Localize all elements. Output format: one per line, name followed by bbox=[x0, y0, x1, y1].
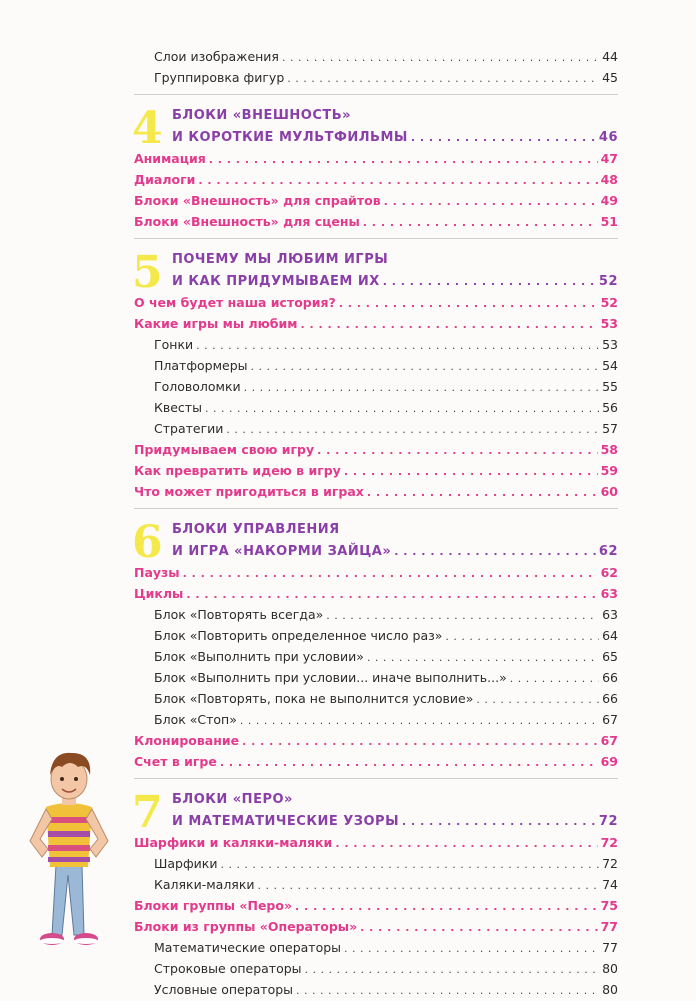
chapter-block bbox=[134, 789, 618, 1000]
toc-section-entry[interactable] bbox=[134, 211, 618, 232]
dot-leader bbox=[183, 563, 598, 584]
toc-entry-page: 69 bbox=[600, 754, 618, 769]
dot-leader bbox=[295, 896, 598, 917]
toc-entry-page: 59 bbox=[600, 463, 618, 478]
chapter-title-line1[interactable]: ПОЧЕМУ МЫ ЛЮБИМ ИГРЫ bbox=[172, 252, 389, 267]
dot-leader bbox=[196, 335, 599, 356]
toc-entry-label: Какие игры мы любим bbox=[134, 316, 298, 331]
chapter-page: 62 bbox=[598, 544, 618, 559]
toc-entry-page: 63 bbox=[602, 607, 618, 622]
dot-leader bbox=[251, 356, 600, 377]
toc-entry-label: Блок «Стоп» bbox=[154, 712, 237, 727]
toc-entry-page: 49 bbox=[600, 193, 618, 208]
chapter-title-text: И МАТЕМАТИЧЕСКИЕ УЗОРЫ bbox=[172, 814, 400, 829]
toc-entry-label: Квесты bbox=[154, 400, 202, 415]
toc-section-entry[interactable] bbox=[134, 460, 618, 481]
chapter-number: 7 bbox=[132, 787, 163, 838]
toc-subsection-entry[interactable] bbox=[134, 874, 618, 895]
dot-leader bbox=[445, 626, 599, 647]
dot-leader bbox=[363, 212, 598, 233]
toc-entry-label: Группировка фигур bbox=[154, 70, 285, 85]
toc-entry-label: Блок «Повторить определенное число раз» bbox=[154, 628, 443, 643]
dot-leader bbox=[317, 440, 597, 461]
dot-leader bbox=[510, 668, 599, 689]
chapter-page: 46 bbox=[598, 130, 618, 145]
chapter-divider bbox=[134, 238, 618, 239]
dot-leader bbox=[242, 731, 597, 752]
toc-entry-page: 72 bbox=[600, 835, 618, 850]
toc-entry-label: Слои изображения bbox=[154, 49, 279, 64]
dot-leader bbox=[383, 271, 596, 292]
toc-subsection-entry[interactable] bbox=[134, 376, 618, 397]
toc-entry-page: 45 bbox=[602, 70, 618, 85]
dot-leader bbox=[476, 689, 599, 710]
toc-entry-label: Блок «Выполнить при условии... иначе выполнить...» bbox=[154, 670, 507, 685]
toc-entry-page: 48 bbox=[600, 172, 618, 187]
chapter-title-line1[interactable]: БЛОКИ «ВНЕШНОСТЬ» bbox=[172, 108, 352, 123]
chapter-block bbox=[134, 105, 618, 232]
dot-leader bbox=[344, 461, 598, 482]
dot-leader bbox=[326, 605, 599, 626]
toc-entry-page: 57 bbox=[602, 421, 618, 436]
chapter-block bbox=[134, 519, 618, 772]
toc-section-entry[interactable] bbox=[134, 895, 618, 916]
toc-entry-label: Строковые операторы bbox=[154, 961, 302, 976]
toc-subsection-entry[interactable] bbox=[134, 355, 618, 376]
dot-leader bbox=[301, 314, 598, 335]
toc-entry-page: 52 bbox=[600, 295, 618, 310]
toc-section-entry[interactable] bbox=[134, 916, 618, 937]
toc-entry-label: Математические операторы bbox=[154, 940, 342, 955]
toc-entry-label: Как превратить идею в игру bbox=[134, 463, 341, 478]
toc-entry-label: Придумываем свою игру bbox=[134, 442, 315, 457]
dot-leader bbox=[367, 647, 599, 668]
toc-subsection-entry[interactable] bbox=[134, 667, 618, 688]
toc-entry-label: Блок «Выполнить при условии» bbox=[154, 649, 364, 664]
toc-entry-label: Блоки «Внешность» для спрайтов bbox=[134, 193, 381, 208]
toc-entry-label: Клонирование bbox=[134, 733, 240, 748]
cartoon-boy-illustration bbox=[8, 745, 132, 955]
dot-leader bbox=[258, 875, 600, 896]
dot-leader bbox=[240, 710, 599, 731]
chapter-title-line1[interactable]: БЛОКИ УПРАВЛЕНИЯ bbox=[172, 522, 340, 537]
toc-entry-label: Что может пригодиться в играх bbox=[134, 484, 364, 499]
toc-entry-label: Головоломки bbox=[154, 379, 241, 394]
toc-entry-page: 64 bbox=[602, 628, 618, 643]
toc-entry-page: 63 bbox=[600, 586, 618, 601]
chapter-number: 6 bbox=[132, 517, 163, 568]
toc-section-entry[interactable] bbox=[134, 313, 618, 334]
toc-entry-label: Циклы bbox=[134, 586, 184, 601]
chapter-title-line2[interactable] bbox=[134, 127, 618, 148]
chapter-page: 72 bbox=[598, 814, 618, 829]
toc-entry-page: 77 bbox=[602, 940, 618, 955]
dot-leader bbox=[335, 833, 597, 854]
dot-leader bbox=[287, 68, 599, 89]
toc-entry-page: 53 bbox=[600, 316, 618, 331]
toc-entry-label: Блок «Повторять, пока не выполнится условие» bbox=[154, 691, 474, 706]
toc-section-entry[interactable] bbox=[134, 439, 618, 460]
toc-section-entry[interactable] bbox=[134, 190, 618, 211]
toc-section-entry[interactable] bbox=[134, 169, 618, 190]
table-of-contents bbox=[134, 46, 618, 1000]
toc-subsection-entry[interactable] bbox=[134, 418, 618, 439]
toc-subsection-entry[interactable] bbox=[134, 853, 618, 874]
toc-entry-label: Гонки bbox=[154, 337, 194, 352]
toc-entry-page: 75 bbox=[600, 898, 618, 913]
toc-entry-page: 67 bbox=[602, 712, 618, 727]
chapter-divider bbox=[134, 778, 618, 779]
dot-leader bbox=[220, 854, 599, 875]
toc-subsection-entry[interactable] bbox=[134, 979, 618, 1000]
dot-leader bbox=[305, 959, 600, 980]
dot-leader bbox=[296, 980, 599, 1001]
chapter-title-text: И ИГРА «НАКОРМИ ЗАЙЦА» bbox=[172, 544, 392, 559]
toc-subsection-entry[interactable] bbox=[134, 688, 618, 709]
toc-entry-page: 56 bbox=[602, 400, 618, 415]
dot-leader bbox=[360, 917, 597, 938]
dot-leader bbox=[367, 482, 598, 503]
toc-entry-label: Шарфики bbox=[154, 856, 218, 871]
chapter-block bbox=[134, 249, 618, 502]
toc-entry-page: 60 bbox=[600, 484, 618, 499]
toc-subsection-entry[interactable] bbox=[134, 709, 618, 730]
dot-leader bbox=[384, 191, 598, 212]
toc-subsection-entry[interactable] bbox=[134, 958, 618, 979]
toc-entry-label: О чем будет наша история? bbox=[134, 295, 336, 310]
chapters-list bbox=[134, 94, 618, 1000]
toc-subsection-entry[interactable] bbox=[134, 625, 618, 646]
toc-entry-label: Блоки «Внешность» для сцены bbox=[134, 214, 360, 229]
dot-leader bbox=[220, 752, 598, 773]
dot-leader bbox=[402, 811, 596, 832]
dot-leader bbox=[282, 47, 599, 68]
toc-entry-page: 53 bbox=[602, 337, 618, 352]
dot-leader bbox=[394, 541, 596, 562]
toc-section-entry[interactable] bbox=[134, 751, 618, 772]
dot-leader bbox=[198, 170, 597, 191]
toc-entry-label: Блок «Повторять всегда» bbox=[154, 607, 324, 622]
chapter-title-line1[interactable]: БЛОКИ «ПЕРО» bbox=[172, 792, 293, 807]
toc-entry-label: Счет в игре bbox=[134, 754, 217, 769]
chapter-title-text: И КОРОТКИЕ МУЛЬТФИЛЬМЫ bbox=[172, 130, 408, 145]
toc-entry-page: 58 bbox=[600, 442, 618, 457]
toc-entry-label: Условные операторы bbox=[154, 982, 294, 997]
toc-entry-page: 66 bbox=[602, 670, 618, 685]
dot-leader bbox=[209, 149, 598, 170]
toc-entry[interactable] bbox=[134, 46, 618, 67]
toc-entry-label: Платформеры bbox=[154, 358, 248, 373]
toc-entry-page: 62 bbox=[600, 565, 618, 580]
toc-section-entry[interactable] bbox=[134, 292, 618, 313]
toc-entry-page: 66 bbox=[602, 691, 618, 706]
toc-subsection-entry[interactable] bbox=[134, 604, 618, 625]
toc-subsection-entry[interactable] bbox=[134, 646, 618, 667]
toc-entry-page: 80 bbox=[602, 982, 618, 997]
toc-entry-page: 47 bbox=[600, 151, 618, 166]
dot-leader bbox=[411, 127, 596, 148]
chapter-page: 52 bbox=[598, 274, 618, 289]
toc-subsection-entry[interactable] bbox=[134, 397, 618, 418]
chapter-divider bbox=[134, 94, 618, 95]
toc-entry-page: 54 bbox=[602, 358, 618, 373]
toc-entry-page: 80 bbox=[602, 961, 618, 976]
chapter-title-line2[interactable] bbox=[134, 541, 618, 562]
toc-entry-label: Блоки группы «Перо» bbox=[134, 898, 293, 913]
toc-entry-label: Блоки из группы «Операторы» bbox=[134, 919, 358, 934]
toc-subsection-entry[interactable] bbox=[134, 937, 618, 958]
toc-entry-page: 77 bbox=[600, 919, 618, 934]
toc-subsection-entry[interactable] bbox=[134, 334, 618, 355]
toc-entry-label: Диалоги bbox=[134, 172, 196, 187]
chapter-title-line2[interactable] bbox=[134, 271, 618, 292]
toc-section-entry[interactable] bbox=[134, 562, 618, 583]
toc-section-entry[interactable] bbox=[134, 583, 618, 604]
toc-entry-page: 44 bbox=[602, 49, 618, 64]
toc-section-entry[interactable] bbox=[134, 148, 618, 169]
toc-entry-label: Шарфики и каляки-маляки bbox=[134, 835, 333, 850]
dot-leader bbox=[226, 419, 599, 440]
chapter-number: 5 bbox=[132, 247, 163, 298]
toc-entry-label: Стратегии bbox=[154, 421, 224, 436]
toc-entry-page: 67 bbox=[600, 733, 618, 748]
dot-leader bbox=[244, 377, 599, 398]
toc-entry[interactable] bbox=[134, 67, 618, 88]
toc-entry-page: 74 bbox=[602, 877, 618, 892]
dot-leader bbox=[205, 398, 599, 419]
chapter-title-line2[interactable] bbox=[134, 811, 618, 832]
toc-entry-label: Каляки-маляки bbox=[154, 877, 255, 892]
dot-leader bbox=[344, 938, 599, 959]
toc-section-entry[interactable] bbox=[134, 730, 618, 751]
chapter-title-text: И КАК ПРИДУМЫВАЕМ ИХ bbox=[172, 274, 380, 289]
toc-entry-label: Анимация bbox=[134, 151, 206, 166]
toc-entry-page: 65 bbox=[602, 649, 618, 664]
dot-leader bbox=[186, 584, 597, 605]
toc-entry-label: Паузы bbox=[134, 565, 180, 580]
toc-entry-page: 55 bbox=[602, 379, 618, 394]
dot-leader bbox=[339, 293, 598, 314]
toc-section-entry[interactable] bbox=[134, 832, 618, 853]
toc-entry-page: 51 bbox=[600, 214, 618, 229]
chapter-divider bbox=[134, 508, 618, 509]
chapter-number: 4 bbox=[132, 103, 163, 154]
toc-entry-page: 72 bbox=[602, 856, 618, 871]
toc-section-entry[interactable] bbox=[134, 481, 618, 502]
